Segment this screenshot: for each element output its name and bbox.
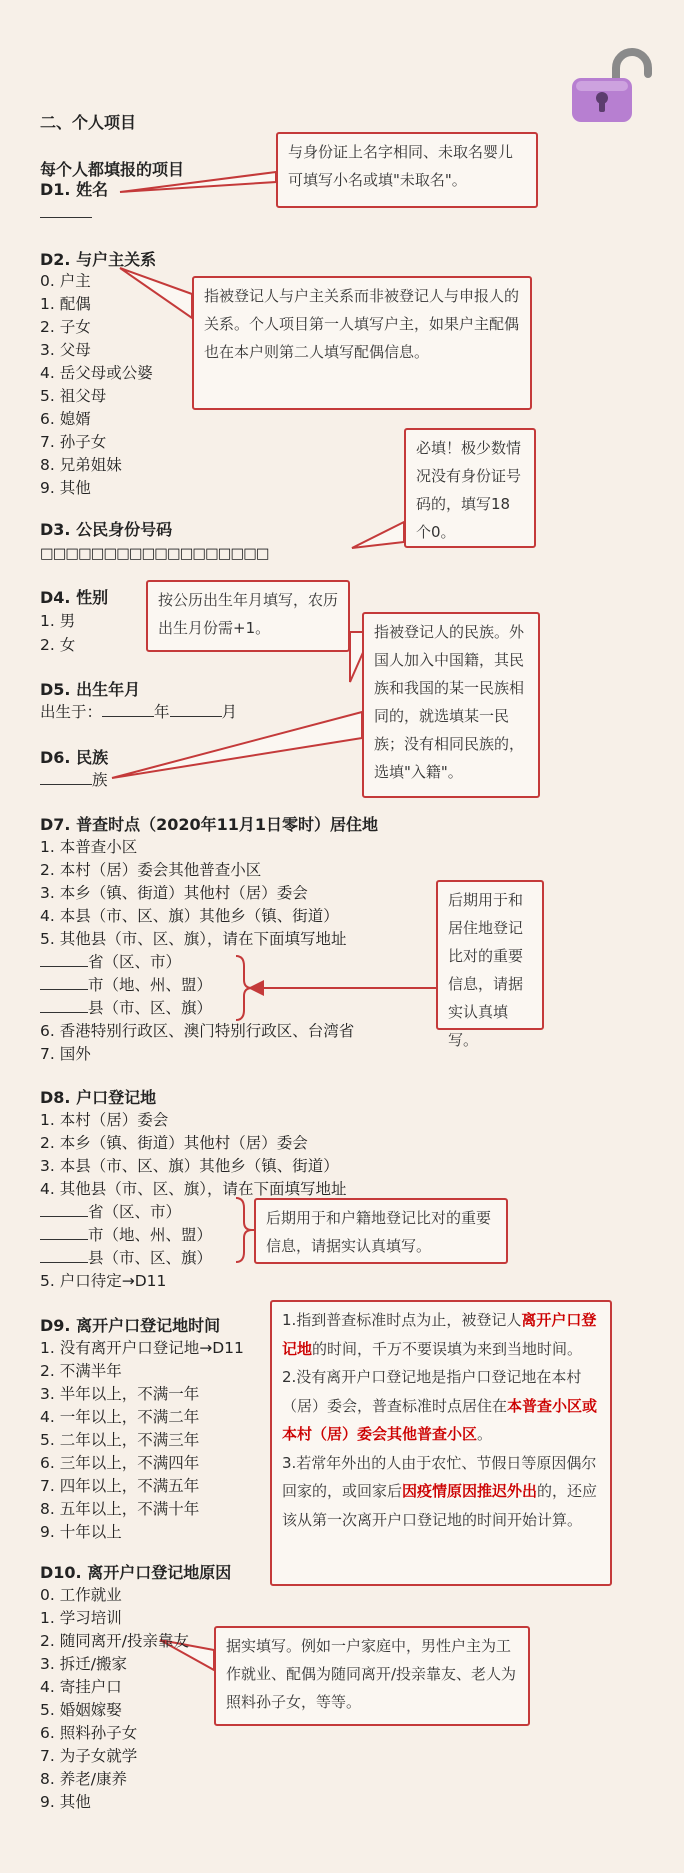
address-blank[interactable] <box>40 1012 88 1013</box>
birth-year-blank[interactable] <box>102 716 154 717</box>
d7-note: 后期用于和居住地登记比对的重要信息，请据实认真填写。 <box>436 880 544 1030</box>
address-row <box>40 1249 212 1268</box>
d6-note: 指被登记人的民族。外国人加入中国籍，其民族和我国的某一民族相同的，就选填某一民族；没有相同民族的，选填"入籍"。 <box>362 612 540 798</box>
list-item: 3. 半年以上，不满一年 <box>40 1385 200 1403</box>
list-item: 1. 没有离开户口登记地→D11 <box>40 1339 244 1357</box>
list-item: 8. 五年以上，不满十年 <box>40 1500 200 1518</box>
d8-note: 后期用于和户籍地登记比对的重要信息，请据实认真填写。 <box>254 1198 508 1264</box>
list-item: 3. 本乡（镇、街道）其他村（居）委会 <box>40 884 308 902</box>
list-item: 5. 二年以上，不满三年 <box>40 1431 200 1449</box>
list-item: 3. 父母 <box>40 341 91 359</box>
d1-blank <box>40 217 92 218</box>
list-item: 7. 孙子女 <box>40 433 107 451</box>
list-item: 5. 婚姻嫁娶 <box>40 1701 122 1719</box>
list-item: 1. 学习培训 <box>40 1609 122 1627</box>
birth-prefix: 出生于： <box>40 703 103 721</box>
d9-note <box>270 1300 612 1586</box>
list-item: 3. 本县（市、区、旗）其他乡（镇、街道） <box>40 1157 339 1175</box>
d9-title: D9. 离开户口登记地时间 <box>40 1316 221 1335</box>
d1-title: D1. 姓名 <box>40 180 109 199</box>
d6-title: D6. 民族 <box>40 748 109 767</box>
list-item: 0. 户主 <box>40 272 91 290</box>
list-item: 4. 岳父母或公婆 <box>40 364 153 382</box>
address-label: 省（区、市） <box>88 1203 182 1221</box>
address-blank[interactable] <box>40 966 88 967</box>
list-item: 4. 寄挂户口 <box>40 1678 122 1696</box>
intro-text: 每个人都填报的项目 <box>40 160 185 179</box>
d3-note: 必填！极少数情况没有身份证号码的，填写18个0。 <box>404 428 536 548</box>
address-row <box>40 953 181 972</box>
birth-month-label: 月 <box>221 703 238 721</box>
list-item: 6. 香港特别行政区、澳门特别行政区、台湾省 <box>40 1022 355 1040</box>
address-row <box>40 1226 212 1245</box>
address-blank[interactable] <box>40 1239 88 1240</box>
d2-title: D2. 与户主关系 <box>40 250 157 269</box>
list-item: 6. 三年以上，不满四年 <box>40 1454 200 1472</box>
note-text: 2.没有离开户口登记地是指户口登记地在本村（居）委会，普查标准时点居住在 <box>282 1368 582 1415</box>
address-label: 县（市、区、旗） <box>88 1249 213 1267</box>
d4-title: D4. 性别 <box>40 588 109 607</box>
list-item: 2. 不满半年 <box>40 1362 122 1380</box>
d10-title: D10. 离开户口登记地原因 <box>40 1563 232 1582</box>
list-item: 7. 国外 <box>40 1045 91 1063</box>
address-row <box>40 999 212 1018</box>
d2-note: 指被登记人与户主关系而非被登记人与申报人的关系。个人项目第一人填写户主，如果户主配偶也在本户则第二人填写配偶信息。 <box>192 276 532 410</box>
address-blank[interactable] <box>40 989 88 990</box>
id-number-boxes[interactable]: □□□□□□□□□□□□□□□□□□ <box>40 546 269 562</box>
note-text: 的，还应该从第一次离开户口登记地的时间开始计算。 <box>282 1482 598 1529</box>
list-item: 2. 子女 <box>40 318 91 336</box>
list-item: 9. 其他 <box>40 1793 91 1811</box>
d10-note: 据实填写。例如一户家庭中，男性户主为工作就业、配偶为随同离开/投亲靠友、老人为照料孙子女，等等。 <box>214 1626 530 1726</box>
list-item: 8. 养老/康养 <box>40 1770 127 1788</box>
note-text: 1.指到普查标准时点为止，被登记人 <box>282 1311 522 1329</box>
address-label: 市（地、州、盟） <box>88 1226 213 1244</box>
list-item: 9. 十年以上 <box>40 1523 122 1541</box>
list-item: 1. 男 <box>40 612 76 630</box>
d6-ethnic-row <box>40 771 108 790</box>
ethnic-blank[interactable] <box>40 784 92 785</box>
address-row <box>40 976 212 995</box>
ethnic-suffix: 族 <box>92 771 108 789</box>
note-text: 的时间，千万不要误填为来到当地时间。 <box>312 1339 583 1358</box>
address-row <box>40 1203 181 1222</box>
birth-month-blank[interactable] <box>170 716 222 717</box>
list-item: 7. 为子女就学 <box>40 1747 138 1765</box>
d1-note: 与身份证上名字相同、未取名婴儿可填写小名或填"未取名"。 <box>276 132 538 208</box>
birth-year-label: 年 <box>154 703 170 721</box>
address-blank[interactable] <box>40 1262 88 1263</box>
list-item: 6. 照料孙子女 <box>40 1724 138 1742</box>
d5-title: D5. 出生年月 <box>40 680 141 699</box>
list-item: 7. 四年以上，不满五年 <box>40 1477 200 1495</box>
d8-title: D8. 户口登记地 <box>40 1088 157 1107</box>
list-item: 2. 随同离开/投亲靠友 <box>40 1632 189 1650</box>
address-label: 市（地、州、盟） <box>88 976 213 994</box>
note-text: 。 <box>477 1425 493 1443</box>
note-highlight: 因疫情原因推迟外出 <box>402 1482 538 1500</box>
address-label: 县（市、区、旗） <box>88 999 213 1017</box>
d3-title: D3. 公民身份号码 <box>40 520 173 539</box>
note-highlight: 本普查小区或本村（居）委会其他普查小区 <box>282 1396 598 1443</box>
d7-title: D7. 普查时点（2020年11月1日零时）居住地 <box>40 815 378 834</box>
list-item: 4. 其他县（市、区、旗），请在下面填写地址 <box>40 1180 347 1198</box>
section-title: 二、个人项目 <box>40 113 137 132</box>
list-item: 8. 兄弟姐妹 <box>40 456 122 474</box>
list-item: 3. 拆迁/搬家 <box>40 1655 127 1673</box>
list-item: 5. 祖父母 <box>40 387 107 405</box>
list-item: 1. 本普查小区 <box>40 838 138 856</box>
list-item: 4. 一年以上，不满二年 <box>40 1408 200 1426</box>
list-item: 0. 工作就业 <box>40 1586 122 1604</box>
list-item: 2. 本乡（镇、街道）其他村（居）委会 <box>40 1134 308 1152</box>
list-item: 6. 媳婿 <box>40 410 91 428</box>
list-item: 1. 本村（居）委会 <box>40 1111 169 1129</box>
note-text: 3.若常年外出的人由于农忙、节假日等原因偶尔回家的，或回家后 <box>282 1453 597 1500</box>
list-item: 9. 其他 <box>40 479 91 497</box>
note-highlight: 离开户口登记地 <box>282 1311 597 1358</box>
list-item: 2. 本村（居）委会其他普查小区 <box>40 861 262 879</box>
list-item: 5. 其他县（市、区、旗），请在下面填写地址 <box>40 930 347 948</box>
list-item: 4. 本县（市、区、旗）其他乡（镇、街道） <box>40 907 339 925</box>
d5-birth-row <box>40 703 237 722</box>
list-item: 1. 配偶 <box>40 295 91 313</box>
d4-note: 按公历出生年月填写，农历出生月份需+1。 <box>146 580 350 652</box>
list-item: 2. 女 <box>40 636 76 654</box>
address-label: 省（区、市） <box>88 953 182 971</box>
address-blank[interactable] <box>40 1216 88 1217</box>
list-item: 5. 户口待定→D11 <box>40 1272 167 1290</box>
